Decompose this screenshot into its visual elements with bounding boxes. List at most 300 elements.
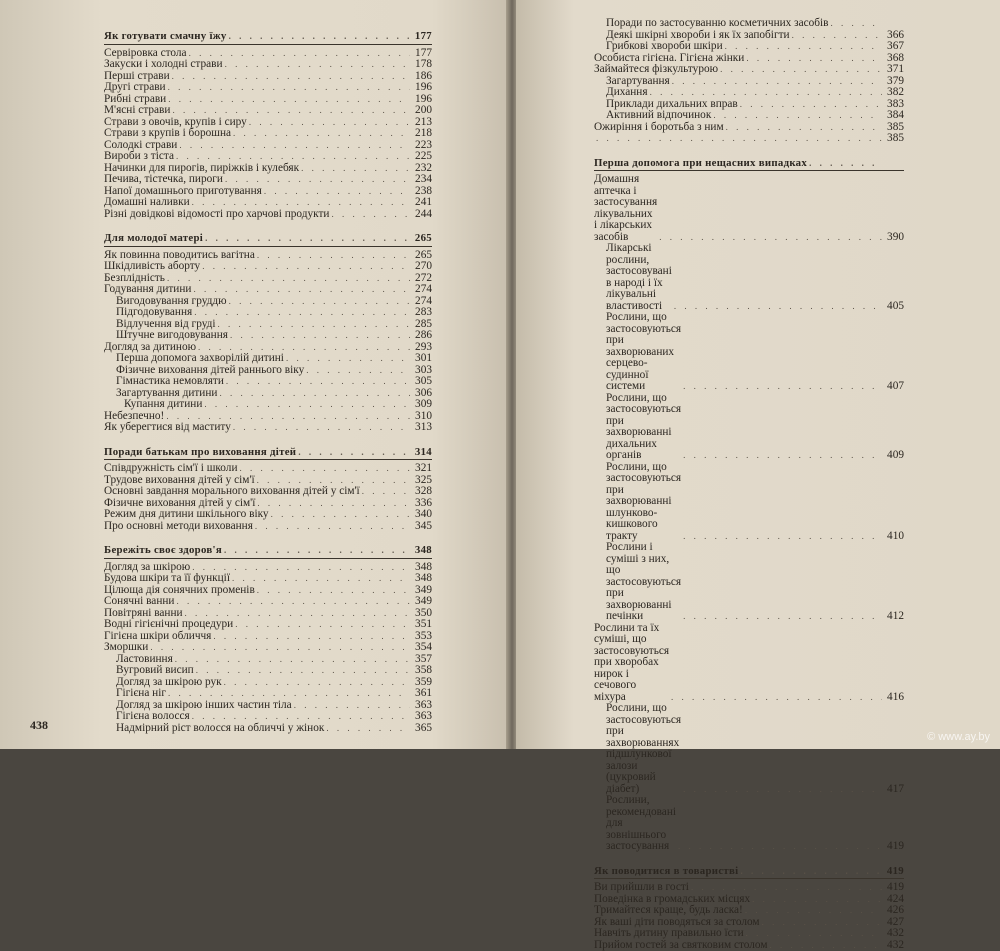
toc-section-heading	[104, 31, 432, 45]
entry-title: Страви з овочів, крупів і сиру	[104, 117, 247, 129]
page-number-ref: 218	[410, 128, 432, 140]
entry-title: Загартування дитини	[116, 388, 217, 400]
dot-leader	[191, 284, 410, 296]
entry-title: Режим дня дитини шкільного віку	[104, 509, 269, 521]
page-number-ref: 366	[882, 30, 904, 42]
dot-leader	[681, 450, 882, 462]
toc-entry	[594, 393, 904, 462]
dot-leader	[148, 642, 410, 654]
page-number-ref: 424	[882, 894, 904, 906]
toc-entry	[104, 174, 432, 186]
page-number-ref: 410	[882, 531, 904, 543]
page-number: 438	[30, 718, 48, 733]
dot-leader	[292, 700, 410, 712]
toc-entry	[104, 688, 432, 700]
dot-leader	[194, 665, 410, 677]
page-number-ref: 306	[410, 388, 432, 400]
right-table-of-contents	[594, 18, 904, 951]
toc-entry	[104, 82, 432, 94]
section-title: Перша допомога при нещасних випадках	[594, 158, 807, 170]
toc-entry	[104, 486, 432, 498]
dot-leader	[324, 723, 410, 735]
entry-title: Догляд за дитиною	[104, 342, 196, 354]
dot-leader	[296, 447, 410, 459]
toc-entry	[104, 353, 432, 365]
page-number-ref: 367	[882, 41, 904, 53]
entry-title: Вугровий висип	[116, 665, 194, 677]
toc-entry	[104, 573, 432, 585]
page-number-ref: 368	[882, 53, 904, 65]
entry-title: Дихання	[606, 87, 648, 99]
entry-title: Фізичне виховання дітей раннього віку	[116, 365, 304, 377]
entry-title: Домашня аптечка і застосування лікувальних і лікарських засобів	[594, 174, 657, 243]
entry-title: Як повинна поводитись вагітна	[104, 250, 255, 262]
page-number-ref: 382	[882, 87, 904, 99]
entry-title: Ви прийшли в гості	[594, 882, 689, 894]
entry-title: Відлучення від груді	[116, 319, 216, 331]
dot-leader	[190, 197, 410, 209]
dot-leader	[211, 631, 410, 643]
page-number-ref: 303	[410, 365, 432, 377]
toc-entry	[594, 64, 904, 76]
dot-leader	[166, 94, 410, 106]
toc-section-heading	[104, 447, 432, 461]
page-number-ref: 419	[882, 882, 904, 894]
dot-leader	[594, 133, 882, 145]
entry-title: Як уберегтися від маститу	[104, 422, 231, 434]
toc-entry	[104, 521, 432, 533]
dot-leader	[230, 573, 410, 585]
toc-entry	[104, 128, 432, 140]
dot-leader	[247, 117, 410, 129]
dot-leader	[744, 53, 882, 65]
entry-title: Безплідність	[104, 273, 165, 285]
section-title: Поради батькам про виховання дітей	[104, 447, 296, 459]
dot-leader	[760, 917, 882, 929]
toc-entry	[104, 105, 432, 117]
toc-entry	[104, 330, 432, 342]
page-number-ref: 313	[410, 422, 432, 434]
toc-entry	[104, 376, 432, 388]
dot-leader	[681, 784, 882, 796]
entry-title: Надмірний ріст волосся на обличчі у жінок	[116, 723, 324, 735]
dot-leader	[203, 233, 410, 245]
page-number-ref: 314	[410, 447, 432, 459]
entry-title: Рослини, що застосовуються при захворюванні шлунково-кишкового тракту	[606, 462, 681, 543]
page-number-ref: 409	[882, 450, 904, 462]
entry-title: Страви з крупів і борошна	[104, 128, 231, 140]
page-number-ref: 238	[410, 186, 432, 198]
page-number-ref: 177	[410, 48, 432, 60]
dot-leader	[200, 261, 410, 273]
page-number-ref: 283	[410, 307, 432, 319]
page-number-ref: 432	[882, 928, 904, 940]
entry-title: Приклади дихальних вправ	[606, 99, 738, 111]
entry-title: Про основні методи виховання	[104, 521, 253, 533]
dot-leader	[170, 71, 410, 83]
dot-leader	[202, 399, 410, 411]
toc-entry	[594, 703, 904, 795]
entry-title: Рослини, що застосовуються при захворюваннях підшлункової залози (цукровий діабет)	[606, 703, 681, 795]
page-number-ref: 385	[882, 133, 904, 145]
dot-leader	[689, 882, 882, 894]
dot-leader	[166, 82, 410, 94]
dot-leader	[829, 18, 883, 30]
page-number-ref: 232	[410, 163, 432, 175]
page-number-ref: 265	[410, 233, 432, 245]
entry-title: Займайтеся фізкультурою	[594, 64, 718, 76]
page-number-ref: 419	[882, 866, 904, 878]
dot-leader	[681, 611, 882, 623]
entry-title: Водні гігієнічні процедури	[104, 619, 233, 631]
page-number-ref: 349	[410, 585, 432, 597]
entry-title: Рослини, що застосовуються при захворюваних серцево-судинної системи	[606, 312, 681, 393]
toc-entry	[594, 110, 904, 122]
toc-entry	[594, 882, 904, 894]
page-number-ref: 196	[410, 82, 432, 94]
entry-title: Небезпечно!	[104, 411, 164, 423]
toc-entry	[594, 928, 904, 940]
toc-entry	[594, 940, 904, 951]
page-number-ref: 265	[410, 250, 432, 262]
toc-entry	[104, 151, 432, 163]
page-number-ref: 426	[882, 905, 904, 917]
page-number-ref: 223	[410, 140, 432, 152]
toc-entry	[594, 894, 904, 906]
page-number-ref: 321	[410, 463, 432, 475]
dot-leader	[227, 31, 410, 43]
dot-leader	[718, 64, 882, 76]
entry-title: Активний відпочинок	[606, 110, 711, 122]
page-number-ref: 417	[882, 784, 904, 796]
page-number-ref: 270	[410, 261, 432, 273]
entry-title: Домашні наливки	[104, 197, 190, 209]
toc-entry	[594, 122, 904, 134]
toc-entry	[104, 422, 432, 434]
page-number-ref: 371	[882, 64, 904, 76]
toc-entry	[594, 623, 904, 704]
page-number-ref: 196	[410, 94, 432, 106]
toc-entry	[594, 905, 904, 917]
entry-title: Напої домашнього приготування	[104, 186, 262, 198]
dot-leader	[177, 140, 410, 152]
dot-leader	[676, 841, 882, 853]
toc-entry	[594, 795, 904, 853]
entry-title: Трудове виховання дітей у сім'ї	[104, 475, 255, 487]
entry-title: Співдружність сім'ї і школи	[104, 463, 238, 475]
entry-title: Як ваші діти поводяться за столом	[594, 917, 760, 929]
page-number-ref: 286	[410, 330, 432, 342]
page-number-ref: 427	[882, 917, 904, 929]
entry-title: Гімнастика немовляти	[116, 376, 224, 388]
entry-title: Деякі шкірні хвороби і як їх запобігти	[606, 30, 790, 42]
entry-title: Будова шкіри та її функції	[104, 573, 230, 585]
entry-title: Перша допомога захворілій дитині	[116, 353, 284, 365]
toc-entry	[594, 243, 904, 312]
page-number-ref: 272	[410, 273, 432, 285]
dot-leader	[648, 87, 882, 99]
dot-leader	[681, 531, 882, 543]
page-number-ref: 363	[410, 711, 432, 723]
page-number-ref: 244	[410, 209, 432, 221]
dot-leader	[304, 365, 410, 377]
page-number-ref: 186	[410, 71, 432, 83]
toc-section-heading	[104, 233, 432, 247]
entry-title: Фізичне виховання дітей у сім'ї	[104, 498, 255, 510]
page-number-ref: 385	[882, 122, 904, 134]
page-number-ref: 301	[410, 353, 432, 365]
dot-leader	[166, 688, 410, 700]
dot-leader	[174, 151, 410, 163]
dot-leader	[255, 250, 410, 262]
dot-leader	[724, 122, 882, 134]
page-number-ref: 349	[410, 596, 432, 608]
entry-title: Підгодовування	[116, 307, 192, 319]
dot-leader	[253, 521, 410, 533]
toc-entry	[104, 711, 432, 723]
toc-entry	[594, 87, 904, 99]
entry-title: Ластовиння	[116, 654, 173, 666]
toc-entry	[104, 209, 432, 221]
dot-leader	[681, 381, 882, 393]
toc-entry	[594, 174, 904, 243]
entry-title: Сонячні ванни	[104, 596, 174, 608]
page-number-ref: 200	[410, 105, 432, 117]
entry-title: Годування дитини	[104, 284, 191, 296]
entry-title: Гігієна шкіри обличчя	[104, 631, 211, 643]
dot-leader	[255, 498, 410, 510]
dot-leader	[217, 388, 410, 400]
entry-title: Солодкі страви	[104, 140, 177, 152]
page-number-ref: 412	[882, 611, 904, 623]
dot-leader	[231, 128, 410, 140]
watermark: © www.ay.by	[927, 731, 990, 743]
entry-title: Зморшки	[104, 642, 148, 654]
entry-title: Особиста гігієна. Гігієна жінки	[594, 53, 744, 65]
entry-title: Основні завдання морального виховання дітей у сім'ї	[104, 486, 360, 498]
entry-title: Догляд за шкірою інших частин тіла	[116, 700, 292, 712]
entry-title: Ожиріння і боротьба з ним	[594, 122, 724, 134]
toc-section-heading	[594, 158, 904, 172]
entry-title: Перші страви	[104, 71, 170, 83]
toc-section-heading	[104, 545, 432, 559]
entry-title: Рослини і суміші з них, що застосовуються при захворюванні печінки	[606, 542, 681, 623]
entry-title: Вироби з тіста	[104, 151, 174, 163]
toc-entry	[594, 41, 904, 53]
entry-title: Печива, тістечка, пироги	[104, 174, 223, 186]
page-number-ref: 358	[410, 665, 432, 677]
page-number-ref: 178	[410, 59, 432, 71]
dot-leader	[743, 905, 882, 917]
page-number-ref: 365	[410, 723, 432, 735]
dot-leader	[192, 307, 410, 319]
toc-entry	[104, 509, 432, 521]
page-number-ref: 351	[410, 619, 432, 631]
dot-leader	[255, 585, 410, 597]
entry-title: Рибні страви	[104, 94, 166, 106]
toc-entry	[594, 133, 904, 145]
page-number-ref: 363	[410, 700, 432, 712]
entry-title: Догляд за шкірою	[104, 562, 190, 574]
section-title: Бережіть своє здоров'я	[104, 545, 222, 557]
dot-leader	[222, 677, 410, 689]
dot-leader	[269, 509, 410, 521]
toc-entry	[104, 59, 432, 71]
entry-title: Лікарські рослини, застосовувані в народі і їх лікувальні властивості	[606, 243, 672, 312]
left-table-of-contents	[104, 31, 432, 734]
dot-leader	[231, 422, 410, 434]
page-number-ref: 293	[410, 342, 432, 354]
page-number-ref: 274	[410, 284, 432, 296]
page-number-ref: 379	[882, 76, 904, 88]
dot-leader	[233, 619, 410, 631]
dot-leader	[669, 692, 882, 704]
dot-leader	[262, 186, 410, 198]
entry-title: Догляд за шкірою рук	[116, 677, 222, 689]
page-number-ref: 177	[410, 31, 432, 43]
page-number-ref: 336	[410, 498, 432, 510]
dot-leader	[744, 928, 882, 940]
page-number-ref: 310	[410, 411, 432, 423]
page-number-ref: 383	[882, 99, 904, 111]
dot-leader	[216, 319, 410, 331]
dot-leader	[223, 174, 410, 186]
toc-entry	[104, 261, 432, 273]
entry-title: Поведінка в громадських місцях	[594, 894, 750, 906]
page-number-ref: 359	[410, 677, 432, 689]
page-number-ref: 350	[410, 608, 432, 620]
section-title: Для молодої матері	[104, 233, 203, 245]
toc-entry	[104, 631, 432, 643]
entry-title: Загартування	[606, 76, 670, 88]
page-number-ref: 348	[410, 573, 432, 585]
toc-entry	[104, 665, 432, 677]
page-number-ref: 353	[410, 631, 432, 643]
page-number-ref: 407	[882, 381, 904, 393]
page-number-ref: 357	[410, 654, 432, 666]
dot-leader	[299, 163, 410, 175]
toc-entry	[594, 462, 904, 543]
entry-title: Сервіровка стола	[104, 48, 187, 60]
page-number-ref: 345	[410, 521, 432, 533]
toc-entry	[594, 18, 904, 30]
dot-leader	[670, 76, 882, 88]
entry-title: Грибкові хвороби шкіри	[606, 41, 723, 53]
entry-title: Гігієна ніг	[116, 688, 166, 700]
dot-leader	[672, 301, 882, 313]
page-number-ref: 274	[410, 296, 432, 308]
entry-title: Шкідливість аборту	[104, 261, 200, 273]
page-number-ref: 309	[410, 399, 432, 411]
dot-leader	[228, 330, 410, 342]
dot-leader	[223, 59, 410, 71]
entry-title: М'ясні страви	[104, 105, 170, 117]
dot-leader	[165, 273, 410, 285]
dot-leader	[768, 940, 883, 951]
dot-leader	[329, 209, 410, 221]
dot-leader	[738, 99, 882, 111]
dot-leader	[723, 41, 882, 53]
entry-title: Вигодовування груддю	[116, 296, 227, 308]
entry-title: Повітряні ванни	[104, 608, 183, 620]
page-number-ref: 361	[410, 688, 432, 700]
entry-title: Купання дитини	[124, 399, 202, 411]
page-number-ref: 225	[410, 151, 432, 163]
toc-entry	[104, 399, 432, 411]
page-number-ref: 432	[882, 940, 904, 951]
entry-title: Закуски і холодні страви	[104, 59, 223, 71]
dot-leader	[711, 110, 882, 122]
dot-leader	[738, 866, 882, 878]
toc-entry	[104, 197, 432, 209]
page-number-ref: 241	[410, 197, 432, 209]
page-number-ref: 325	[410, 475, 432, 487]
section-title: Як поводитися в товаристві	[594, 866, 738, 878]
toc-entry	[594, 542, 904, 623]
dot-leader	[360, 486, 410, 498]
toc-entry	[594, 917, 904, 929]
dot-leader	[173, 654, 410, 666]
toc-entry	[104, 463, 432, 475]
page-number-ref: 390	[882, 232, 904, 244]
page-number-ref: 305	[410, 376, 432, 388]
toc-entry	[104, 619, 432, 631]
dot-leader	[170, 105, 410, 117]
entry-title: Начинки для пирогів, пиріжків і кулебяк	[104, 163, 299, 175]
entry-title: Тримайтеся краще, будь ласка!	[594, 905, 743, 917]
toc-entry	[104, 307, 432, 319]
page-number-ref: 348	[410, 562, 432, 574]
entry-title: Цілюща дія сонячних променів	[104, 585, 255, 597]
page-number-ref: 405	[882, 301, 904, 313]
dot-leader	[790, 30, 882, 42]
dot-leader	[222, 545, 410, 557]
entry-title: Навчіть дитину правильно їсти	[594, 928, 744, 940]
entry-title: Гігієна волосся	[116, 711, 190, 723]
dot-leader	[284, 353, 410, 365]
entry-title: Різні довідкові відомості про харчові продукти	[104, 209, 329, 221]
entry-title: Рослини, рекомендовані для зовнішнього застосування	[606, 795, 676, 853]
page-number-ref: 348	[410, 545, 432, 557]
page-number-ref: 234	[410, 174, 432, 186]
toc-entry	[104, 284, 432, 296]
dot-leader	[807, 158, 882, 170]
page-number-ref: 340	[410, 509, 432, 521]
toc-entry	[104, 596, 432, 608]
toc-entry	[104, 723, 432, 735]
page-number-ref: 285	[410, 319, 432, 331]
entry-title: Другі страви	[104, 82, 166, 94]
entry-title: Рослини та їх суміші, що застосовуються при хворобах нирок і сечового міхура	[594, 623, 669, 704]
toc-entry	[104, 642, 432, 654]
dot-leader	[174, 596, 410, 608]
dot-leader	[750, 894, 882, 906]
entry-title: Прийом гостей за святковим столом	[594, 940, 768, 951]
toc-section-heading	[594, 866, 904, 880]
entry-title: Штучне вигодовування	[116, 330, 228, 342]
dot-leader	[238, 463, 411, 475]
entry-title: Рослини, що застосовуються при захворюванні дихальних органів	[606, 393, 681, 462]
page-number-ref: 354	[410, 642, 432, 654]
section-title: Як готувати смачну їжу	[104, 31, 227, 43]
page-number-ref: 384	[882, 110, 904, 122]
dot-leader	[224, 376, 410, 388]
page-number-ref: 416	[882, 692, 904, 704]
toc-entry	[594, 312, 904, 393]
dot-leader	[657, 232, 882, 244]
page-number-ref: 328	[410, 486, 432, 498]
page-number-ref: 419	[882, 841, 904, 853]
